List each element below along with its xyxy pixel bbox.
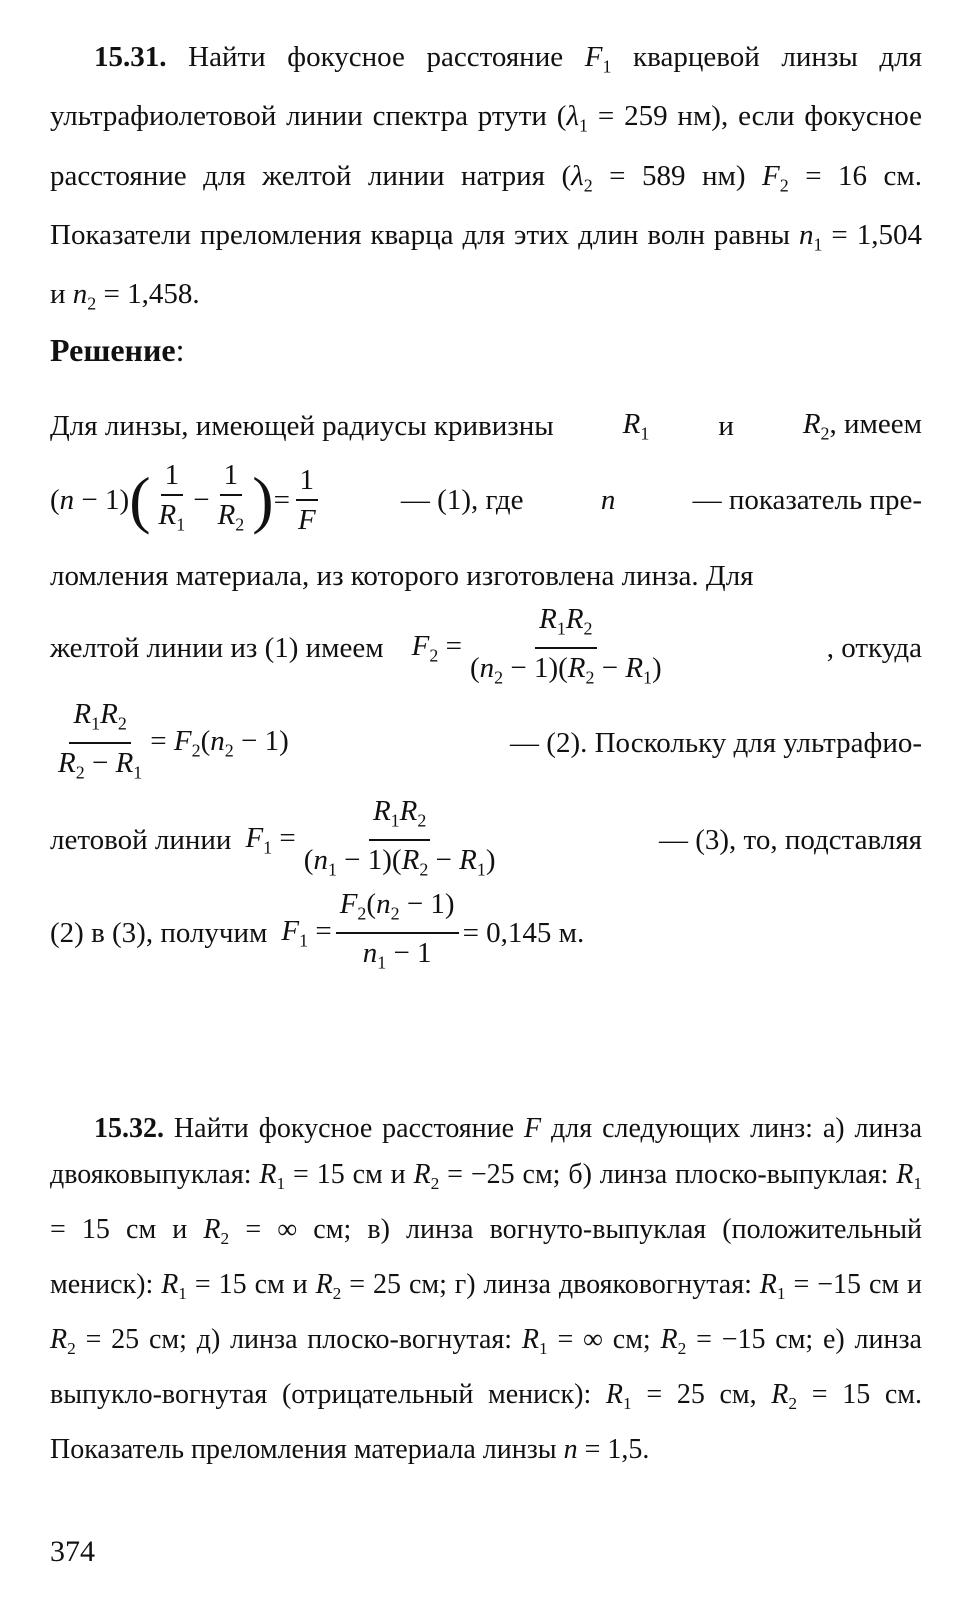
text: и xyxy=(50,278,73,311)
equation-2-fraction: $\frac{R_1R_2}{R_2 - R_1}$ xyxy=(58,697,143,783)
text: = 589 нм) xyxy=(592,159,763,192)
page-number: 374 xyxy=(50,1535,95,1568)
solution-line-3: ломления материала, из которого изготовлена линза. Для xyxy=(50,560,754,592)
text: = 16 см. Показатели преломления кварца для этих длин волн равны xyxy=(50,159,922,251)
text: = 259 нм), если фокусное расстояние для желтой линии натрия ( xyxy=(50,100,922,192)
problem-15-31: 15.31. Найти фокусное расстояние $F_1$ кварцевой линзы для ультрафиолетовой линии спектра ртути ($\lambda_1 = 259$ нм), если фокусное расстояние для желтой линии натрия ($\lambda_2 = 589$ нм) $F_2 = 16$ см. Показатели преломления кварца для этих длин волн равны $n_1 = 1,504$ и $n_2 = 1,458$. xyxy=(50,41,922,314)
problem-number: 15.31. xyxy=(94,41,167,73)
solution-heading: Решение: xyxy=(50,332,185,368)
equation-2-line: $\frac{R_1R_2}{R_2 - R_1}$ = $F_2(n_2 - 1)$ — (2). Поскольку для ультрафио- xyxy=(50,700,922,786)
n1-value: 1,504 xyxy=(856,218,922,251)
text: кварцевой линзы для ультрафиолетовой линии спектра ртути ( xyxy=(50,41,922,133)
problem-15-32: 15.32. Найти фокусное расстояние F для следующих линз: а) линза двояковыпуклая: $R_1 = 15$ см и $R_2 = -25$ см; б) линза плоско-выпуклая: $R_1 = 15$ см и $R_2$ = ∞ см; в) линза вогнуто-выпуклая (положительный мениск): $R_1 = 15$ см и $R_2 = 25$ см; г) линза двояковогнутая: $R_1 = -15$ см и $R_2 = 25$ см; д) линза плоско-вогнутая: $R_1$ = ∞ см; $R_2 = -15$ см; е) линза выпукло-вогнутая (отрицательный мениск): $R_1 = 25$ см, $R_2 = 15$ см. Показатель преломления материала линзы n = 1,5. xyxy=(50,1113,923,1466)
equation-1-line: (n − 1) ( $\frac{1}{R_1}$ − $\frac{1}{R_2}$ ) = $\frac{1}{F}$ — (1), где n — показатель пре- xyxy=(50,452,922,548)
text: = 1,458. xyxy=(96,278,200,311)
f1-fraction: $\frac{R_1R_2}{(n_1 - 1)(R_2 - R_1)}$ xyxy=(303,794,496,880)
equation-1: (n − 1) ( $\frac{1}{R_1}$ − $\frac{1}{R_2}$ ) = $\frac{1}{F}$ xyxy=(50,458,324,541)
text: = xyxy=(822,218,857,251)
solution-line-1: Для линзы, имеющей радиусы кривизны $R_1$ и $R_2$, имеем xyxy=(50,408,922,444)
result-fraction: $\frac{F_2(n_2 - 1)}{n_1 - 1}$ xyxy=(336,887,459,980)
result-line: (2) в (3), получим $F_1$ = $\frac{F_2(n_2 - 1)}{n_1 - 1}$ = 0,145 м. xyxy=(50,888,922,978)
equation-f2-line: желтой линии из (1) имеем $F_2$ = $\frac{R_1R_2}{(n_2 - 1)(R_2 - R_1)}$ , откуда xyxy=(50,600,922,696)
text: Найти фокусное расстояние xyxy=(166,41,585,73)
f2-fraction: $\frac{R_1R_2}{(n_2 - 1)(R_2 - R_1)}$ xyxy=(469,602,662,688)
problem-number: 15.32. xyxy=(94,1113,164,1144)
equation-3-line: летовой линии $F_1$ = $\frac{R_1R_2}{(n_1 - 1)(R_2 - R_1)}$ — (3), то, подставляя xyxy=(50,795,922,885)
